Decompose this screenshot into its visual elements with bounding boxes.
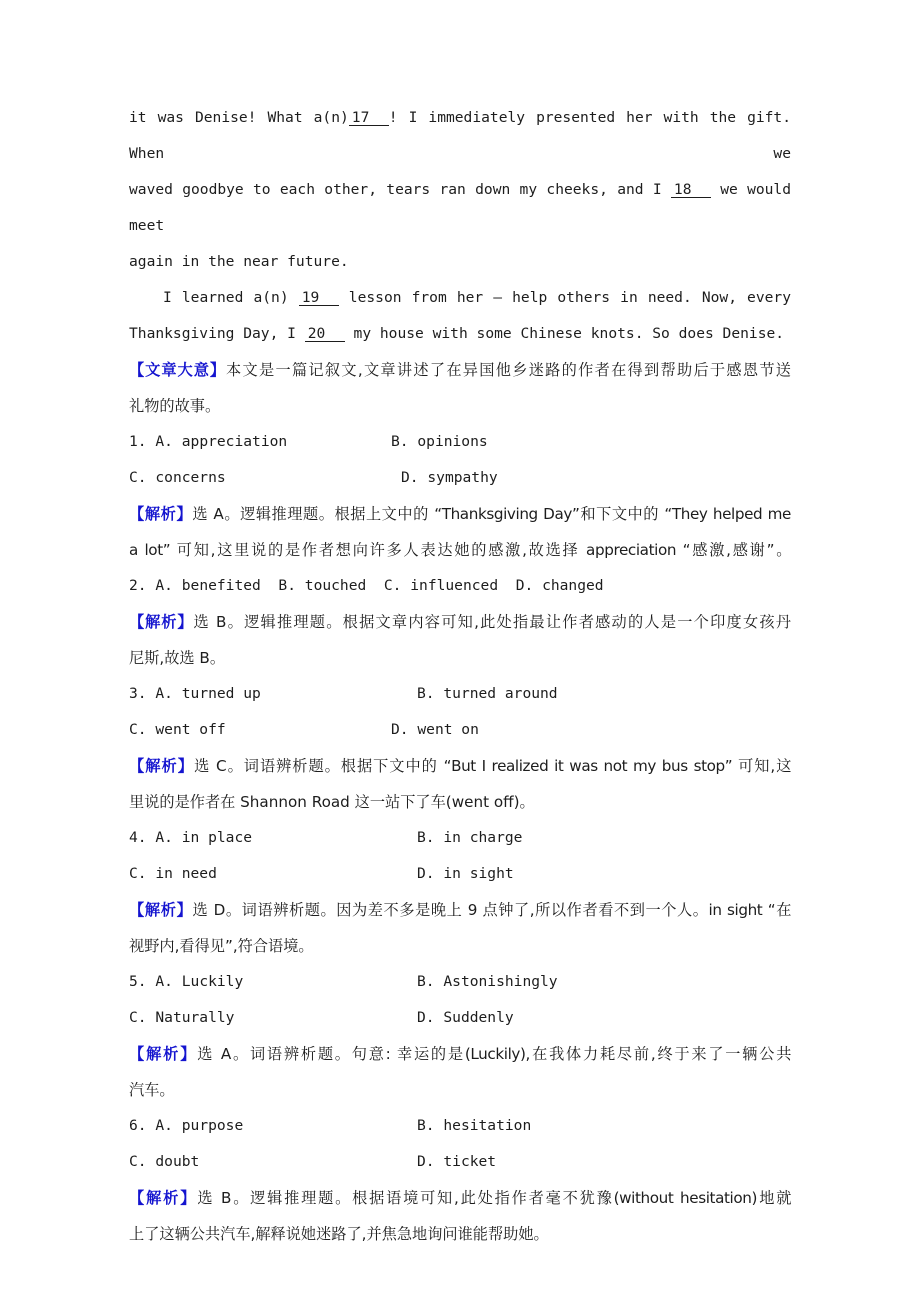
blank-19: 19	[299, 290, 339, 306]
option-b-group[interactable]	[417, 676, 558, 712]
question-3-options-row1	[129, 676, 791, 712]
question-6-analysis-line1	[129, 1180, 791, 1216]
question-3-analysis-line1	[129, 748, 791, 784]
option-text[interactable]: went on	[417, 721, 479, 738]
option-key[interactable]: D.	[391, 721, 409, 738]
option-key[interactable]: D.	[401, 469, 419, 486]
option-key[interactable]: A.	[155, 685, 173, 702]
option-text[interactable]: turned around	[443, 685, 558, 702]
question-5-analysis-line2: 汽车。	[129, 1081, 175, 1099]
question-number: 2.	[129, 577, 147, 594]
question-5-options-row2	[129, 1000, 791, 1036]
option-text[interactable]: Suddenly	[443, 1009, 514, 1026]
passage-para1-line2	[129, 172, 791, 244]
question-3-options-row2	[129, 712, 791, 748]
question-1-analysis-line2: a lot” 可知,这里说的是作者想向许多人表达她的感激,故选择 appreciation “感激,感谢”。	[129, 541, 791, 559]
analysis-text: 选 D。词语辨析题。因为差不多是晚上 9 点钟了,所以作者看不到一个人。in sight “在	[192, 901, 791, 919]
option-text[interactable]: in place	[181, 829, 253, 846]
analysis-text: 选 A。逻辑推理题。根据上文中的 “Thanksgiving Day”和下文中的 “They helped me	[192, 505, 791, 523]
option-text[interactable]: turned up	[181, 685, 261, 702]
option-key[interactable]: A.	[155, 829, 173, 846]
passage-text: we would meet	[129, 181, 792, 234]
question-4-analysis-line1	[129, 892, 791, 928]
option-key[interactable]: D.	[515, 577, 534, 594]
question-number: 6.	[129, 1117, 147, 1134]
passage-text: my house with some Chinese knots. So does Denise.	[353, 325, 785, 342]
gist-tag: 【文章大意】	[129, 361, 227, 379]
analysis-text: 选 C。词语辨析题。根据下文中的 “But I realized it was not my bus stop” 可知,这	[194, 757, 791, 775]
passage-para1-line3: again in the near future.	[129, 253, 349, 270]
option-key[interactable]: A.	[155, 973, 173, 990]
question-2-analysis-line2: 尼斯,故选 B。	[129, 649, 226, 667]
option-d-group[interactable]	[417, 856, 514, 892]
analysis-text: 选 A。词语辨析题。句意: 幸运的是(Luckily),在我体力耗尽前,终于来了一辆公共	[197, 1045, 791, 1063]
option-key[interactable]: C.	[129, 865, 147, 882]
option-text[interactable]: in sight	[443, 865, 514, 882]
passage-text: ! I immediately presented her with the gift. When we	[129, 109, 791, 162]
gist-line1	[129, 352, 791, 388]
blank-18: 18	[671, 182, 711, 198]
option-text[interactable]: influenced	[410, 577, 499, 594]
option-key[interactable]: C.	[383, 577, 402, 594]
option-key[interactable]: C.	[129, 1153, 147, 1170]
option-d-group[interactable]	[417, 1144, 496, 1180]
option-text[interactable]: purpose	[181, 1117, 244, 1134]
question-1-options-row1	[129, 424, 791, 460]
analysis-text: 选 B。逻辑推理题。根据语境可知,此处指作者毫不犹豫(without hesitation)地就	[197, 1189, 791, 1207]
gist-text: 本文是一篇记叙文,文章讲述了在异国他乡迷路的作者在得到帮助后于感恩节送	[226, 361, 791, 379]
option-text[interactable]: concerns	[155, 469, 226, 486]
option-text[interactable]: in charge	[443, 829, 523, 846]
option-b-group[interactable]	[417, 820, 522, 856]
option-key[interactable]: B.	[278, 577, 296, 594]
analysis-tag: 【解析】	[129, 1189, 198, 1207]
option-key[interactable]: A.	[155, 577, 173, 594]
option-text[interactable]: ticket	[443, 1153, 497, 1170]
option-key[interactable]: A.	[155, 433, 173, 450]
option-d-group[interactable]	[417, 1000, 514, 1036]
passage-text: Thanksgiving Day, I	[129, 325, 296, 342]
option-key[interactable]: B.	[417, 973, 435, 990]
question-4-options-row2	[129, 856, 791, 892]
option-text[interactable]: went off	[155, 721, 226, 738]
option-key[interactable]: B.	[417, 685, 435, 702]
option-text[interactable]: Luckily	[181, 973, 244, 990]
question-1-options-row2	[129, 460, 791, 496]
question-6-analysis-line2: 上了这辆公共汽车,解释说她迷路了,并焦急地询问谁能帮助她。	[129, 1225, 549, 1243]
option-key[interactable]: C.	[129, 721, 147, 738]
option-key[interactable]: C.	[129, 469, 147, 486]
option-b-group[interactable]	[417, 964, 558, 1000]
option-key[interactable]: B.	[417, 1117, 435, 1134]
analysis-tag: 【解析】	[129, 901, 193, 919]
option-text[interactable]: appreciation	[181, 433, 288, 450]
blank-20: 20	[305, 326, 345, 342]
question-4-analysis-line2: 视野内,看得见”,符合语境。	[129, 937, 314, 955]
analysis-tag: 【解析】	[129, 613, 194, 631]
option-text[interactable]: touched	[304, 577, 367, 594]
passage-text: waved goodbye to each other, tears ran down my cheeks, and I	[129, 181, 662, 198]
option-text[interactable]: changed	[542, 577, 604, 594]
question-number: 3.	[129, 685, 147, 702]
analysis-tag: 【解析】	[129, 505, 193, 523]
passage-text: it was Denise! What a(n)	[129, 109, 349, 126]
option-key[interactable]: D.	[417, 1153, 435, 1170]
gist-line2: 礼物的故事。	[129, 397, 221, 415]
question-4-options-row1	[129, 820, 791, 856]
question-6-options-row2	[129, 1144, 791, 1180]
analysis-tag: 【解析】	[129, 1045, 198, 1063]
option-text[interactable]: Astonishingly	[443, 973, 558, 990]
passage-para2-line2	[129, 316, 791, 352]
option-key[interactable]: A.	[155, 1117, 173, 1134]
analysis-tag: 【解析】	[129, 757, 195, 775]
option-text[interactable]: benefited	[181, 577, 261, 594]
question-number: 5.	[129, 973, 147, 990]
option-d-group[interactable]	[391, 712, 479, 748]
option-b-group[interactable]	[391, 424, 488, 460]
passage-text: lesson from her — help others in need. Now, every	[348, 289, 791, 306]
passage-para1-line1	[129, 100, 791, 172]
passage-text: I learned a(n)	[163, 289, 289, 306]
page-content	[129, 100, 791, 1252]
option-key[interactable]: D.	[417, 865, 435, 882]
option-text[interactable]: hesitation	[443, 1117, 532, 1134]
option-b-group[interactable]	[417, 1108, 531, 1144]
option-key[interactable]: B.	[417, 829, 435, 846]
option-key[interactable]: B.	[391, 433, 409, 450]
question-5-analysis-line1	[129, 1036, 791, 1072]
question-3-analysis-line2: 里说的是作者在 Shannon Road 这一站下了车(went off)。	[129, 793, 535, 811]
option-text[interactable]: in need	[155, 865, 217, 882]
question-2-options-row	[129, 568, 791, 604]
question-2-analysis-line1	[129, 604, 791, 640]
question-1-analysis-line1	[129, 496, 791, 532]
option-text[interactable]: doubt	[155, 1153, 200, 1170]
question-6-options-row1	[129, 1108, 791, 1144]
analysis-text: 选 B。逻辑推理题。根据文章内容可知,此处指最让作者感动的人是一个印度女孩丹	[193, 613, 791, 631]
question-5-options-row1	[129, 964, 791, 1000]
option-text[interactable]: opinions	[417, 433, 488, 450]
option-key[interactable]: C.	[129, 1009, 147, 1026]
option-key[interactable]: D.	[417, 1009, 435, 1026]
question-number: 1.	[129, 433, 147, 450]
passage-para2-line1	[129, 280, 791, 316]
option-text[interactable]: sympathy	[427, 469, 498, 486]
question-number: 4.	[129, 829, 147, 846]
blank-17: 17	[349, 110, 389, 126]
option-text[interactable]: Naturally	[155, 1009, 235, 1026]
option-d-group[interactable]	[401, 460, 498, 496]
